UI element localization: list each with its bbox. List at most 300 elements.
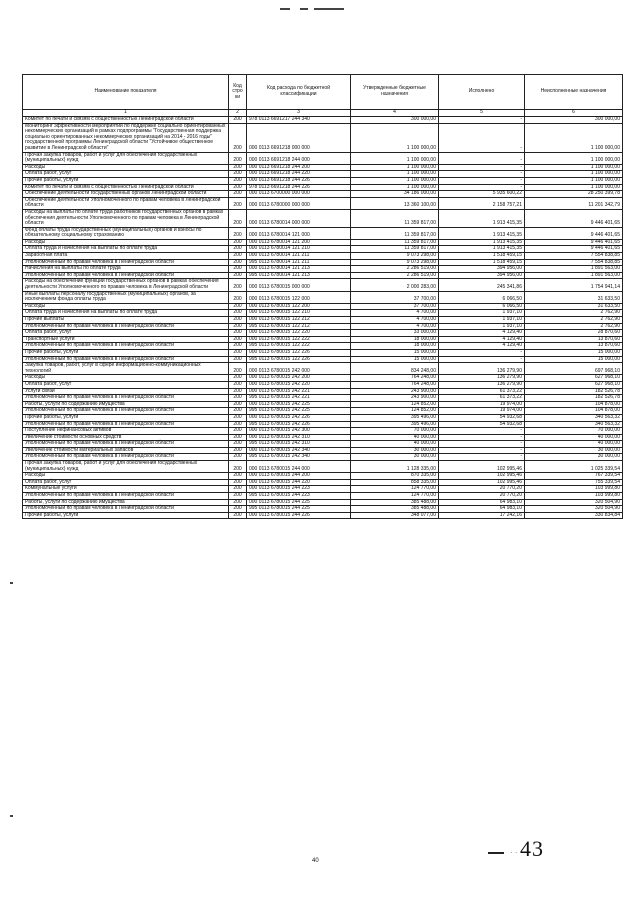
row-name: Прочие работы, услуги xyxy=(23,512,229,519)
table-row xyxy=(23,310,623,317)
row-executed: 1 913 415,35 xyxy=(439,227,525,239)
row-line-code: 200 xyxy=(229,123,247,152)
row-executed: 4 129,40 xyxy=(439,330,525,337)
row-approved: 834 248,00 xyxy=(351,363,439,375)
row-name: Коммунальные услуги xyxy=(23,486,229,493)
row-expense-code: 000 0113 6691218 244 200 xyxy=(247,164,351,171)
row-expense-code: 000 0113 6780015 122 212 xyxy=(247,317,351,324)
row-line-code: 200 xyxy=(229,499,247,506)
row-executed: - xyxy=(439,171,525,178)
row-name: Обеспечение деятельности государственных органов Ленинградской области xyxy=(23,191,229,198)
row-remaining: 103 999,80 xyxy=(525,493,623,500)
table-row xyxy=(23,375,623,382)
row-remaining: 1 100 000,00 xyxy=(525,152,623,164)
row-executed: - xyxy=(439,117,525,124)
table-row xyxy=(23,461,623,473)
row-approved: 2 286 519,00 xyxy=(351,272,439,279)
row-expense-code: 000 0113 6780000 000 000 xyxy=(247,197,351,209)
row-remaining: 11 201 342,79 xyxy=(525,197,623,209)
row-approved: 858 335,00 xyxy=(351,479,439,486)
row-line-code: 200 xyxy=(229,303,247,310)
row-name: Уполномоченный по правам человека в Ленинградской области xyxy=(23,395,229,402)
stamp-dash xyxy=(488,852,504,854)
row-approved: 124 852,00 xyxy=(351,401,439,408)
row-approved: 40 000,00 xyxy=(351,441,439,448)
row-name: Расходы xyxy=(23,164,229,171)
row-remaining: 13 870,60 xyxy=(525,336,623,343)
row-remaining: 340 563,32 xyxy=(525,421,623,428)
row-expense-code: 000 0113 6780015 242 200 xyxy=(247,375,351,382)
row-expense-code: 000 0113 6780015 244 200 xyxy=(247,473,351,480)
header-indicator-name: Наименование показателя xyxy=(23,75,229,110)
row-remaining: 1 754 941,14 xyxy=(525,279,623,291)
row-line-code: 200 xyxy=(229,317,247,324)
row-line-code: 200 xyxy=(229,197,247,209)
row-approved: 9 073 298,00 xyxy=(351,253,439,260)
row-line-code: 200 xyxy=(229,209,247,227)
row-approved: 11 359 817,00 xyxy=(351,227,439,239)
row-executed: 17 242,16 xyxy=(439,512,525,519)
row-remaining: 104 878,00 xyxy=(525,408,623,415)
table-row xyxy=(23,421,623,428)
table-row xyxy=(23,227,623,239)
row-name: Расходы xyxy=(23,473,229,480)
row-expense-code: 000 0113 6691218 000 000 xyxy=(247,123,351,152)
stamp-dots: · · xyxy=(510,848,518,857)
row-remaining: 1 891 563,00 xyxy=(525,272,623,279)
row-remaining: 300 000,00 xyxy=(525,117,623,124)
row-name: Оплата работ, услуг xyxy=(23,381,229,388)
row-name: Прочие выплаты xyxy=(23,317,229,324)
row-approved: 70 000,00 xyxy=(351,428,439,435)
row-name: Фонд оплаты труда государственных (муниципальных) органов и взносы по обязательному социальному страхованию xyxy=(23,227,229,239)
row-line-code: 200 xyxy=(229,395,247,402)
row-expense-code: 995 0113 6780015 122 226 xyxy=(247,356,351,363)
row-approved: 385 488,00 xyxy=(351,499,439,506)
row-approved: 395 496,00 xyxy=(351,421,439,428)
row-remaining: 13 870,60 xyxy=(525,343,623,350)
row-line-code: 200 xyxy=(229,506,247,513)
row-executed: 1 913 415,35 xyxy=(439,239,525,246)
table-row xyxy=(23,330,623,337)
row-remaining: 1 100 000,00 xyxy=(525,164,623,171)
row-line-code: 200 xyxy=(229,512,247,519)
row-executed: 394 956,00 xyxy=(439,266,525,273)
row-remaining: 9 446 401,65 xyxy=(525,239,623,246)
column-number: 5 xyxy=(439,110,525,117)
row-approved: 1 100 000,00 xyxy=(351,164,439,171)
row-remaining: 767 339,54 xyxy=(525,473,623,480)
row-line-code: 200 xyxy=(229,184,247,191)
row-name: Поступление нефинансовых активов xyxy=(23,428,229,435)
row-name: Уполномоченный по правам человека в Ленинградской области xyxy=(23,441,229,448)
row-executed: 245 341,86 xyxy=(439,279,525,291)
row-approved: 124 852,00 xyxy=(351,408,439,415)
row-expense-code: 995 0113 6780014 121 211 xyxy=(247,259,351,266)
row-line-code: 200 xyxy=(229,381,247,388)
row-name: Уполномоченный по правам человека в Ленинградской области xyxy=(23,454,229,461)
header-executed: Исполнено xyxy=(439,75,525,110)
row-executed: 136 279,90 xyxy=(439,375,525,382)
row-executed: - xyxy=(439,434,525,441)
column-number: 6 xyxy=(525,110,623,117)
table-row xyxy=(23,171,623,178)
table-row xyxy=(23,408,623,415)
row-executed: 136 279,90 xyxy=(439,381,525,388)
top-scan-marks xyxy=(280,8,370,14)
row-remaining: 2 762,90 xyxy=(525,310,623,317)
row-expense-code: 995 0113 6780015 242 221 xyxy=(247,395,351,402)
row-expense-code: 000 0113 6780014 121 211 xyxy=(247,253,351,260)
row-executed: 54 932,68 xyxy=(439,421,525,428)
row-approved: 243 900,00 xyxy=(351,388,439,395)
row-approved: 40 000,00 xyxy=(351,434,439,441)
row-line-code: 200 xyxy=(229,246,247,253)
row-name: Комитет по печати и связям с общественностью Ленинградской области xyxy=(23,184,229,191)
row-expense-code: 000 0113 6780014 121 200 xyxy=(247,239,351,246)
row-approved: 4 700,00 xyxy=(351,310,439,317)
row-remaining: 1 100 000,00 xyxy=(525,177,623,184)
row-line-code: 200 xyxy=(229,330,247,337)
row-executed: 5 935 600,22 xyxy=(439,191,525,198)
row-executed: 4 129,40 xyxy=(439,343,525,350)
row-line-code: 200 xyxy=(229,421,247,428)
row-remaining: 627 968,10 xyxy=(525,375,623,382)
row-line-code: 200 xyxy=(229,356,247,363)
row-name: Уполномоченный по правам человека в Ленинградской области xyxy=(23,356,229,363)
row-expense-code: 995 0113 6780015 244 225 xyxy=(247,506,351,513)
row-expense-code: 000 0113 6780015 242 000 xyxy=(247,363,351,375)
row-name: Обеспечение деятельности Уполномоченного по правам человека в Ленинградской области xyxy=(23,197,229,209)
row-name: Расходы xyxy=(23,375,229,382)
row-expense-code: 000 0113 6691218 244 220 xyxy=(247,171,351,178)
row-executed: 1 913 415,35 xyxy=(439,246,525,253)
row-executed: 54 932,68 xyxy=(439,414,525,421)
row-remaining: 15 000,00 xyxy=(525,349,623,356)
row-name: Расходы xyxy=(23,303,229,310)
budget-report-table xyxy=(22,74,623,519)
row-executed: 19 974,00 xyxy=(439,401,525,408)
row-approved: 1 128 335,00 xyxy=(351,461,439,473)
row-line-code: 200 xyxy=(229,486,247,493)
row-approved: 2 286 519,00 xyxy=(351,266,439,273)
row-approved: 764 248,00 xyxy=(351,381,439,388)
row-remaining: 1 100 000,00 xyxy=(525,171,623,178)
row-name: Прочие работы, услуги xyxy=(23,349,229,356)
scan-mark xyxy=(10,815,13,817)
row-line-code: 200 xyxy=(229,117,247,124)
row-expense-code: 978 0113 6691218 244 226 xyxy=(247,184,351,191)
page-number: 40 xyxy=(312,858,319,864)
row-expense-code: 000 0113 6780015 244 223 xyxy=(247,486,351,493)
row-name: Прочие работы, услуги xyxy=(23,177,229,184)
table-row xyxy=(23,279,623,291)
row-line-code: 200 xyxy=(229,428,247,435)
table-row xyxy=(23,363,623,375)
row-remaining: 1 100 000,00 xyxy=(525,184,623,191)
row-executed: 136 279,90 xyxy=(439,363,525,375)
row-name: Увеличение стоимости материальных запасов xyxy=(23,447,229,454)
row-approved: 764 248,00 xyxy=(351,375,439,382)
row-executed: 61 373,22 xyxy=(439,395,525,402)
row-approved: 1 100 000,00 xyxy=(351,152,439,164)
row-line-code: 200 xyxy=(229,388,247,395)
table-row xyxy=(23,164,623,171)
row-approved: 243 900,00 xyxy=(351,395,439,402)
row-line-code: 200 xyxy=(229,363,247,375)
row-line-code: 200 xyxy=(229,279,247,291)
row-remaining: 2 762,90 xyxy=(525,323,623,330)
row-expense-code: 995 0113 6780015 242 225 xyxy=(247,408,351,415)
row-approved: 9 073 298,00 xyxy=(351,259,439,266)
row-remaining: 182 526,78 xyxy=(525,395,623,402)
row-name: Уполномоченный по правам человека в Ленинградской области xyxy=(23,323,229,330)
row-line-code: 200 xyxy=(229,401,247,408)
row-expense-code: 000 0113 6780015 242 300 xyxy=(247,428,351,435)
row-expense-code: 000 0113 6780015 244 225 xyxy=(247,499,351,506)
row-expense-code: 000 0113 6780015 244 000 xyxy=(247,461,351,473)
row-executed: - xyxy=(439,428,525,435)
row-expense-code: 000 0113 6780014 000 000 xyxy=(247,209,351,227)
column-number: 3 xyxy=(247,110,351,117)
row-line-code: 200 xyxy=(229,343,247,350)
row-expense-code: 000 0113 6780014 121 213 xyxy=(247,266,351,273)
row-expense-code: 995 0113 6780015 122 212 xyxy=(247,323,351,330)
row-name: Расходы на выплаты по оплате труда работников государственных органов в рамках обеспечения деятельности Уполномоченного по правам человека в Ленинградской области xyxy=(23,209,229,227)
row-name: Уполномоченный по правам человека в Ленинградской области xyxy=(23,408,229,415)
row-expense-code: 000 0113 6691218 244 226 xyxy=(247,177,351,184)
row-approved: 37 700,00 xyxy=(351,303,439,310)
table-row xyxy=(23,197,623,209)
row-name: Оплата работ, услуг xyxy=(23,479,229,486)
row-expense-code: 000 0113 6780015 242 220 xyxy=(247,381,351,388)
row-name: Оплата труда и начисления на выплаты по оплате труда xyxy=(23,246,229,253)
row-approved: 385 488,00 xyxy=(351,506,439,513)
row-executed: 4 129,40 xyxy=(439,336,525,343)
row-line-code: 200 xyxy=(229,414,247,421)
row-line-code: 200 xyxy=(229,171,247,178)
row-executed: 64 983,10 xyxy=(439,499,525,506)
row-approved: 124 770,00 xyxy=(351,486,439,493)
row-executed: 1 937,10 xyxy=(439,323,525,330)
row-remaining: 2 762,90 xyxy=(525,317,623,324)
row-remaining: 9 446 401,65 xyxy=(525,227,623,239)
row-approved: 395 496,00 xyxy=(351,414,439,421)
row-approved: 18 000,00 xyxy=(351,336,439,343)
scan-mark xyxy=(10,582,13,584)
row-approved: 18 000,00 xyxy=(351,343,439,350)
row-approved: 1 100 000,00 xyxy=(351,171,439,178)
row-line-code: 200 xyxy=(229,310,247,317)
row-line-code: 200 xyxy=(229,177,247,184)
row-expense-code: 000 0113 6780015 242 226 xyxy=(247,414,351,421)
row-line-code: 200 xyxy=(229,291,247,303)
table-row xyxy=(23,246,623,253)
row-approved: 870 335,00 xyxy=(351,473,439,480)
row-name: Уполномоченный по правам человека в Ленинградской области xyxy=(23,493,229,500)
row-executed: 1 518 459,15 xyxy=(439,259,525,266)
row-remaining: 755 339,54 xyxy=(525,479,623,486)
row-remaining: 9 446 401,65 xyxy=(525,246,623,253)
table-row xyxy=(23,291,623,303)
row-approved: 1 100 000,00 xyxy=(351,177,439,184)
row-expense-code: 995 0113 6780015 122 222 xyxy=(247,343,351,350)
header-line-code: Код стро ки xyxy=(229,75,247,110)
row-name: Прочая закупка товаров, работ и услуг для обеспечения государственных (муниципальных) нужд xyxy=(23,152,229,164)
row-remaining: 7 554 838,85 xyxy=(525,259,623,266)
row-approved: 30 000,00 xyxy=(351,447,439,454)
row-approved: 4 700,00 xyxy=(351,317,439,324)
row-line-code: 200 xyxy=(229,473,247,480)
row-approved: 15 000,00 xyxy=(351,356,439,363)
row-name: Иные выплаты персоналу государственных (муниципальных) органов, за исключением фонда оплаты труда xyxy=(23,291,229,303)
row-expense-code: 995 0113 6780015 242 310 xyxy=(247,441,351,448)
row-expense-code: 995 0113 6780015 244 223 xyxy=(247,493,351,500)
row-expense-code: 000 0113 6780015 242 221 xyxy=(247,388,351,395)
row-expense-code: 978 0113 6691217 244 340 xyxy=(247,117,351,124)
table-header-row xyxy=(23,75,623,110)
row-name: Уполномоченный по правам человека в Ленинградской области xyxy=(23,506,229,513)
table-row xyxy=(23,479,623,486)
row-approved: 348 077,00 xyxy=(351,512,439,519)
row-remaining: 40 000,00 xyxy=(525,441,623,448)
row-remaining: 15 000,00 xyxy=(525,356,623,363)
table-row xyxy=(23,343,623,350)
row-name: Уполномоченный по правам человека в Ленинградской области xyxy=(23,259,229,266)
row-executed: - xyxy=(439,349,525,356)
row-executed: 102 995,46 xyxy=(439,461,525,473)
row-remaining: 104 878,00 xyxy=(525,401,623,408)
row-name: Уполномоченный по правам человека в Ленинградской области xyxy=(23,421,229,428)
row-name: Заработная плата xyxy=(23,253,229,260)
row-executed: 1 937,10 xyxy=(439,310,525,317)
row-name: Начисления на выплаты по оплате труда xyxy=(23,266,229,273)
row-name: Работы, услуги по содержанию имущества xyxy=(23,499,229,506)
row-executed: - xyxy=(439,356,525,363)
table-row xyxy=(23,512,623,519)
row-line-code: 200 xyxy=(229,493,247,500)
row-remaining: 340 563,32 xyxy=(525,414,623,421)
row-line-code: 200 xyxy=(229,447,247,454)
row-approved: 15 000,00 xyxy=(351,349,439,356)
table-row xyxy=(23,209,623,227)
row-line-code: 200 xyxy=(229,266,247,273)
row-line-code: 200 xyxy=(229,434,247,441)
row-line-code: 200 xyxy=(229,191,247,198)
row-executed: 20 770,20 xyxy=(439,493,525,500)
column-number: 4 xyxy=(351,110,439,117)
row-approved: 11 359 817,00 xyxy=(351,209,439,227)
row-approved: 13 360 100,00 xyxy=(351,197,439,209)
row-expense-code: 000 0113 6780014 121 210 xyxy=(247,246,351,253)
row-expense-code: 000 0113 6780015 122 210 xyxy=(247,310,351,317)
row-approved: 11 359 817,00 xyxy=(351,239,439,246)
row-name: Прочая закупка товаров, работ и услуг для обеспечения государственных (муниципальных) нужд xyxy=(23,461,229,473)
table-row xyxy=(23,123,623,152)
row-name: Оплата труда и начисления на выплаты по оплате труда xyxy=(23,310,229,317)
row-executed: 61 373,22 xyxy=(439,388,525,395)
row-remaining: 28 870,60 xyxy=(525,330,623,337)
row-remaining: 320 504,90 xyxy=(525,499,623,506)
row-line-code: 200 xyxy=(229,349,247,356)
row-executed: - xyxy=(439,152,525,164)
header-approved: Утвержденные бюджетные назначения xyxy=(351,75,439,110)
row-remaining: 1 891 563,00 xyxy=(525,266,623,273)
row-name: Закупка товаров, работ, услуг в сфере информационно-коммуникационных технологий xyxy=(23,363,229,375)
row-remaining: 30 000,00 xyxy=(525,447,623,454)
column-number: 1 xyxy=(23,110,229,117)
row-executed: - xyxy=(439,441,525,448)
row-executed: - xyxy=(439,184,525,191)
row-remaining: 320 504,90 xyxy=(525,506,623,513)
table-row xyxy=(23,323,623,330)
row-expense-code: 000 0113 6780015 000 000 xyxy=(247,279,351,291)
table-row xyxy=(23,381,623,388)
row-expense-code: 000 0113 6780015 122 222 xyxy=(247,336,351,343)
row-executed: - xyxy=(439,447,525,454)
row-name: Оплата работ, услуг xyxy=(23,171,229,178)
row-name: Работы, услуги по содержанию имущества xyxy=(23,401,229,408)
row-name: Увеличение стоимости основных средств xyxy=(23,434,229,441)
table-body xyxy=(23,117,623,519)
row-approved: 2 000 283,00 xyxy=(351,279,439,291)
row-line-code: 200 xyxy=(229,461,247,473)
row-remaining: 103 999,80 xyxy=(525,486,623,493)
row-line-code: 200 xyxy=(229,323,247,330)
row-remaining: 31 633,50 xyxy=(525,303,623,310)
row-remaining: 9 446 401,65 xyxy=(525,209,623,227)
row-executed: 102 995,46 xyxy=(439,473,525,480)
row-expense-code: 000 0113 6780015 122 226 xyxy=(247,349,351,356)
row-line-code: 200 xyxy=(229,259,247,266)
row-executed: 6 066,50 xyxy=(439,303,525,310)
row-line-code: 200 xyxy=(229,164,247,171)
row-expense-code: 000 0113 6780015 242 340 xyxy=(247,447,351,454)
row-remaining: 70 000,00 xyxy=(525,428,623,435)
row-remaining: 627 968,10 xyxy=(525,381,623,388)
row-expense-code: 000 0113 6780015 244 226 xyxy=(247,512,351,519)
row-line-code: 200 xyxy=(229,336,247,343)
row-executed: 1 937,10 xyxy=(439,317,525,324)
row-approved: 33 000,00 xyxy=(351,330,439,337)
row-name: Комитет по печати и связям с общественностью Ленинградской области xyxy=(23,117,229,124)
row-approved: 37 700,00 xyxy=(351,291,439,303)
row-executed: 64 983,10 xyxy=(439,506,525,513)
row-expense-code: 995 0113 6780015 242 340 xyxy=(247,454,351,461)
row-expense-code: 000 0113 6691218 244 000 xyxy=(247,152,351,164)
row-name: Прочие работы, услуги xyxy=(23,414,229,421)
row-remaining: 697 968,10 xyxy=(525,363,623,375)
header-remaining: Неисполненные назначения xyxy=(525,75,623,110)
row-executed: 20 770,20 xyxy=(439,486,525,493)
row-name: Уполномоченный по правам человека в Ленинградской области xyxy=(23,343,229,350)
row-remaining: 330 834,84 xyxy=(525,512,623,519)
row-expense-code: 000 0113 6780015 122 200 xyxy=(247,303,351,310)
row-approved: 1 100 000,00 xyxy=(351,123,439,152)
row-name: Мониторинг эффективности мероприятий по поддержке социально ориентированных некоммерческих организаций в рамках подпрограммы "Государственная поддержка социально ориентированных некоммерческих организаций на 2014 - 2016 годы" государственной программы Ленинградской области "Устойчивое общественное развитие в Ленинградской области" xyxy=(23,123,229,152)
row-line-code: 200 xyxy=(229,253,247,260)
row-expense-code: 995 0113 6780014 121 213 xyxy=(247,272,351,279)
row-approved: 11 359 817,00 xyxy=(351,246,439,253)
row-approved: 4 700,00 xyxy=(351,323,439,330)
row-executed: 102 995,46 xyxy=(439,479,525,486)
row-approved: 1 100 000,00 xyxy=(351,184,439,191)
row-expense-code: 000 0113 6780014 121 000 xyxy=(247,227,351,239)
row-approved: 34 186 000,00 xyxy=(351,191,439,198)
row-executed: 19 974,00 xyxy=(439,408,525,415)
row-line-code: 200 xyxy=(229,239,247,246)
row-remaining: 182 526,78 xyxy=(525,388,623,395)
